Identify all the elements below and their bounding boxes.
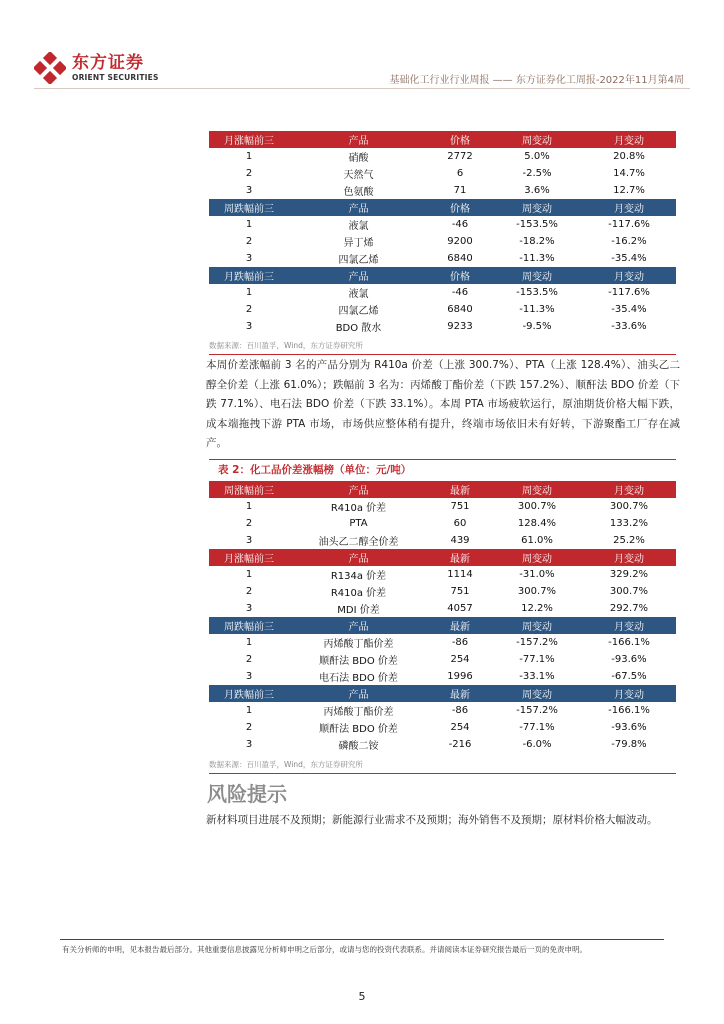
table-cell: 3 bbox=[245, 253, 253, 264]
table-row bbox=[209, 600, 676, 617]
group-title: 月跌幅前三 bbox=[209, 267, 289, 284]
table-cell: -67.5% bbox=[611, 671, 647, 682]
table-cell: 14.7% bbox=[613, 168, 645, 179]
table-cell: 25.2% bbox=[613, 535, 645, 546]
risk-text: 新材料项目进展不及预期；新能源行业需求不及预期；海外销售不及预期；原材料价格大幅波动。 bbox=[206, 814, 658, 826]
table-cell: -46 bbox=[451, 287, 469, 298]
table-cell: -153.5% bbox=[516, 287, 558, 298]
table-cell: 油头乙二醇全价差 bbox=[318, 537, 399, 548]
table-cell: 61.0% bbox=[521, 535, 553, 546]
column-header: 周变动 bbox=[492, 267, 582, 284]
column-header: 月变动 bbox=[582, 481, 676, 498]
table-cell: 71 bbox=[453, 185, 467, 196]
table-cell: 1114 bbox=[447, 569, 473, 580]
table-cell: -77.1% bbox=[519, 722, 555, 733]
group-header-row bbox=[209, 199, 676, 216]
table-cell: 254 bbox=[450, 722, 470, 733]
table-cell: 电石法 BDO 价差 bbox=[319, 673, 398, 684]
column-header: 最新 bbox=[428, 685, 492, 702]
column-header: 价格 bbox=[428, 131, 492, 148]
group-header-row bbox=[209, 617, 676, 634]
table-cell: 2 bbox=[245, 304, 253, 315]
table-cell: 3.6% bbox=[524, 185, 550, 196]
table-cell: -157.2% bbox=[516, 637, 558, 648]
table-cell: 液氯 bbox=[348, 221, 369, 232]
page-header bbox=[0, 0, 724, 90]
table-cell: R410a 价差 bbox=[330, 588, 387, 599]
table-cell: 顺酐法 BDO 价差 bbox=[319, 724, 398, 735]
table-cell: -93.6% bbox=[611, 722, 647, 733]
table-cell: -16.2% bbox=[611, 236, 647, 247]
column-header: 产品 bbox=[289, 267, 428, 284]
group-title: 月涨幅前三 bbox=[209, 131, 289, 148]
table-cell: 2 bbox=[245, 722, 253, 733]
table-cell: 异丁烯 bbox=[343, 238, 374, 249]
column-header: 月变动 bbox=[582, 131, 676, 148]
column-header: 价格 bbox=[428, 267, 492, 284]
group-header-row bbox=[209, 481, 676, 498]
logo-english-name: ORIENT SECURITIES bbox=[72, 73, 159, 82]
table-cell: 1 bbox=[245, 219, 253, 230]
table-cell: -157.2% bbox=[516, 705, 558, 716]
table-cell: -9.5% bbox=[522, 321, 552, 332]
table-cell: 9233 bbox=[447, 321, 473, 332]
table-cell: 3 bbox=[245, 739, 253, 750]
column-header: 产品 bbox=[289, 685, 428, 702]
table-row bbox=[209, 216, 676, 233]
table-cell: -11.3% bbox=[519, 253, 555, 264]
group-title: 月涨幅前三 bbox=[209, 549, 289, 566]
column-header: 产品 bbox=[289, 481, 428, 498]
table-cell: 2772 bbox=[447, 151, 473, 162]
column-header: 最新 bbox=[428, 617, 492, 634]
table-cell: 3 bbox=[245, 321, 253, 332]
table-cell: 300.7% bbox=[517, 586, 557, 597]
column-header: 周变动 bbox=[492, 481, 582, 498]
table-row bbox=[209, 566, 676, 583]
table-cell: -33.6% bbox=[611, 321, 647, 332]
table-cell: 磷酸二铵 bbox=[338, 741, 379, 752]
table-cell: BDO 散水 bbox=[335, 323, 382, 334]
column-header: 最新 bbox=[428, 481, 492, 498]
column-header: 最新 bbox=[428, 549, 492, 566]
table-cell: -216 bbox=[448, 739, 472, 750]
product-price-ranking-table bbox=[209, 131, 676, 335]
table-row bbox=[209, 498, 676, 515]
table-cell: 3 bbox=[245, 185, 253, 196]
table1-bottom-rule bbox=[209, 354, 676, 355]
table-cell: -86 bbox=[451, 705, 469, 716]
table-cell: -153.5% bbox=[516, 219, 558, 230]
table-cell: 2 bbox=[245, 168, 253, 179]
table-cell: 1 bbox=[245, 569, 253, 580]
table-row bbox=[209, 583, 676, 600]
column-header: 月变动 bbox=[582, 267, 676, 284]
table-cell: -6.0% bbox=[522, 739, 552, 750]
table-cell: 6840 bbox=[447, 253, 473, 264]
column-header: 周变动 bbox=[492, 131, 582, 148]
table-cell: 3 bbox=[245, 535, 253, 546]
table-cell: -117.6% bbox=[608, 219, 650, 230]
column-header: 产品 bbox=[289, 549, 428, 566]
table-cell: 4057 bbox=[447, 603, 473, 614]
column-header: 价格 bbox=[428, 199, 492, 216]
table-cell: -35.4% bbox=[611, 253, 647, 264]
table-cell: 2 bbox=[245, 236, 253, 247]
table-cell: 3 bbox=[245, 603, 253, 614]
table-cell: 300.7% bbox=[609, 586, 649, 597]
table-cell: 60 bbox=[453, 518, 467, 529]
table-cell: 133.2% bbox=[609, 518, 649, 529]
table2-source: 数据来源：百川盈孚，Wind，东方证券研究所 bbox=[209, 760, 363, 769]
table-cell: 20.8% bbox=[613, 151, 645, 162]
orient-securities-logo-icon bbox=[34, 52, 66, 84]
column-header: 产品 bbox=[289, 131, 428, 148]
table-cell: 292.7% bbox=[609, 603, 649, 614]
table1-source: 数据来源：百川盈孚，Wind，东方证券研究所 bbox=[209, 341, 363, 350]
table-cell: 5.0% bbox=[524, 151, 550, 162]
table2-caption: 表 2：化工品价差涨幅榜（单位：元/吨） bbox=[218, 464, 412, 476]
column-header: 月变动 bbox=[582, 685, 676, 702]
table-cell: 丙烯酸丁酯价差 bbox=[323, 639, 394, 650]
table-cell: 300.7% bbox=[609, 501, 649, 512]
table-cell: -77.1% bbox=[519, 654, 555, 665]
table-cell: -93.6% bbox=[611, 654, 647, 665]
table-row bbox=[209, 634, 676, 651]
table-cell: 1 bbox=[245, 287, 253, 298]
column-header: 月变动 bbox=[582, 549, 676, 566]
table-row bbox=[209, 702, 676, 719]
table-row bbox=[209, 736, 676, 753]
table-cell: 254 bbox=[450, 654, 470, 665]
table-cell: 四氯乙烯 bbox=[338, 306, 379, 317]
table-cell: 天然气 bbox=[343, 170, 374, 181]
table-row bbox=[209, 233, 676, 250]
table-cell: R134a 价差 bbox=[330, 571, 387, 582]
column-header: 月变动 bbox=[582, 199, 676, 216]
table-row bbox=[209, 515, 676, 532]
table-cell: 6 bbox=[456, 168, 464, 179]
table-cell: 2 bbox=[245, 518, 253, 529]
table-row bbox=[209, 719, 676, 736]
table-cell: -166.1% bbox=[608, 637, 650, 648]
table-cell: 顺酐法 BDO 价差 bbox=[319, 656, 398, 667]
company-logo bbox=[34, 52, 159, 84]
table-cell: 色氨酸 bbox=[343, 187, 374, 198]
table-cell: 751 bbox=[450, 586, 470, 597]
table-cell: 128.4% bbox=[517, 518, 557, 529]
table-row bbox=[209, 284, 676, 301]
footer-disclaimer: 有关分析师的申明，见本报告最后部分。其他重要信息披露见分析师申明之后部分，或请与您的投资代表联系。并请阅读本证券研究报告最后一页的免责申明。 bbox=[62, 945, 587, 954]
table-cell: 751 bbox=[450, 501, 470, 512]
table-row bbox=[209, 301, 676, 318]
table-cell: 1 bbox=[245, 501, 253, 512]
table-row bbox=[209, 532, 676, 549]
table-cell: 硝酸 bbox=[348, 153, 369, 164]
table-row bbox=[209, 250, 676, 267]
table-cell: 丙烯酸丁酯价差 bbox=[323, 707, 394, 718]
group-title: 周跌幅前三 bbox=[209, 617, 289, 634]
table-cell: 四氯乙烯 bbox=[338, 255, 379, 266]
table2-bottom-rule bbox=[209, 773, 676, 774]
table-cell: -35.4% bbox=[611, 304, 647, 315]
column-header: 产品 bbox=[289, 199, 428, 216]
table-cell: -2.5% bbox=[522, 168, 552, 179]
table-cell: PTA bbox=[349, 518, 368, 529]
table-cell: 3 bbox=[245, 671, 253, 682]
column-header: 周变动 bbox=[492, 549, 582, 566]
table-cell: 1 bbox=[245, 705, 253, 716]
group-title: 周跌幅前三 bbox=[209, 199, 289, 216]
table-cell: -33.1% bbox=[519, 671, 555, 682]
table-cell: -46 bbox=[451, 219, 469, 230]
group-title: 月跌幅前三 bbox=[209, 685, 289, 702]
table-cell: 9200 bbox=[447, 236, 473, 247]
table-cell: -31.0% bbox=[519, 569, 555, 580]
header-divider bbox=[34, 88, 690, 89]
table-cell: -86 bbox=[451, 637, 469, 648]
table-cell: 2 bbox=[245, 586, 253, 597]
group-header-row bbox=[209, 685, 676, 702]
table-row bbox=[209, 148, 676, 165]
table2-top-rule bbox=[209, 459, 676, 460]
table-cell: 6840 bbox=[447, 304, 473, 315]
table-cell: 439 bbox=[450, 535, 470, 546]
risk-section-title: 风险提示 bbox=[207, 782, 287, 806]
table-cell: MDI 价差 bbox=[337, 605, 380, 616]
table-cell: 1 bbox=[245, 637, 253, 648]
group-header-row bbox=[209, 131, 676, 148]
column-header: 产品 bbox=[289, 617, 428, 634]
footer-divider bbox=[60, 939, 664, 940]
table-cell: -79.8% bbox=[611, 739, 647, 750]
price-spread-ranking-table bbox=[209, 481, 676, 753]
table-cell: 2 bbox=[245, 654, 253, 665]
column-header: 周变动 bbox=[492, 685, 582, 702]
table-row bbox=[209, 182, 676, 199]
group-header-row bbox=[209, 549, 676, 566]
table-cell: -166.1% bbox=[608, 705, 650, 716]
table-cell: R410a 价差 bbox=[330, 503, 387, 514]
table-cell: -117.6% bbox=[608, 287, 650, 298]
logo-chinese-name: 东方证券 bbox=[72, 53, 144, 73]
table-row bbox=[209, 651, 676, 668]
table-row bbox=[209, 165, 676, 182]
table-cell: -18.2% bbox=[519, 236, 555, 247]
table-cell: 1 bbox=[245, 151, 253, 162]
column-header: 周变动 bbox=[492, 617, 582, 634]
group-title: 周涨幅前三 bbox=[209, 481, 289, 498]
table-cell: 12.7% bbox=[613, 185, 645, 196]
page-number: 5 bbox=[358, 990, 366, 1003]
column-header: 周变动 bbox=[492, 199, 582, 216]
table-cell: 300.7% bbox=[517, 501, 557, 512]
table-cell: 329.2% bbox=[609, 569, 649, 580]
table-cell: 12.2% bbox=[521, 603, 553, 614]
table-cell: -11.3% bbox=[519, 304, 555, 315]
table-row bbox=[209, 318, 676, 335]
table-cell: 液氯 bbox=[348, 289, 369, 300]
table-cell: 1996 bbox=[447, 671, 473, 682]
group-header-row bbox=[209, 267, 676, 284]
summary-paragraph: 本周价差涨幅前 3 名的产品分别为 R410a 价差（上涨 300.7%）、PTA（上涨 128.4%）、油头乙二醇全价差（上涨 61.0%）；跌幅前 3 名为：丙烯酸丁酯价差（下跌 157.2%）、顺酐法 BDO 价差（下跌 77.1%）、电石法 BDO 价差（下跌 33.1%）。本周 PTA 市场疲软运行，原油期货价格大幅下跌，成本端拖拽下游 PTA 市场，市场供应整体稍有提升，终端市场依旧未有好转，下游聚酯工厂存在减产。 bbox=[206, 359, 680, 449]
report-title: 基础化工行业行业周报 —— 东方证券化工周报-2022年11月第4周 bbox=[389, 75, 684, 86]
column-header: 月变动 bbox=[582, 617, 676, 634]
table-row bbox=[209, 668, 676, 685]
